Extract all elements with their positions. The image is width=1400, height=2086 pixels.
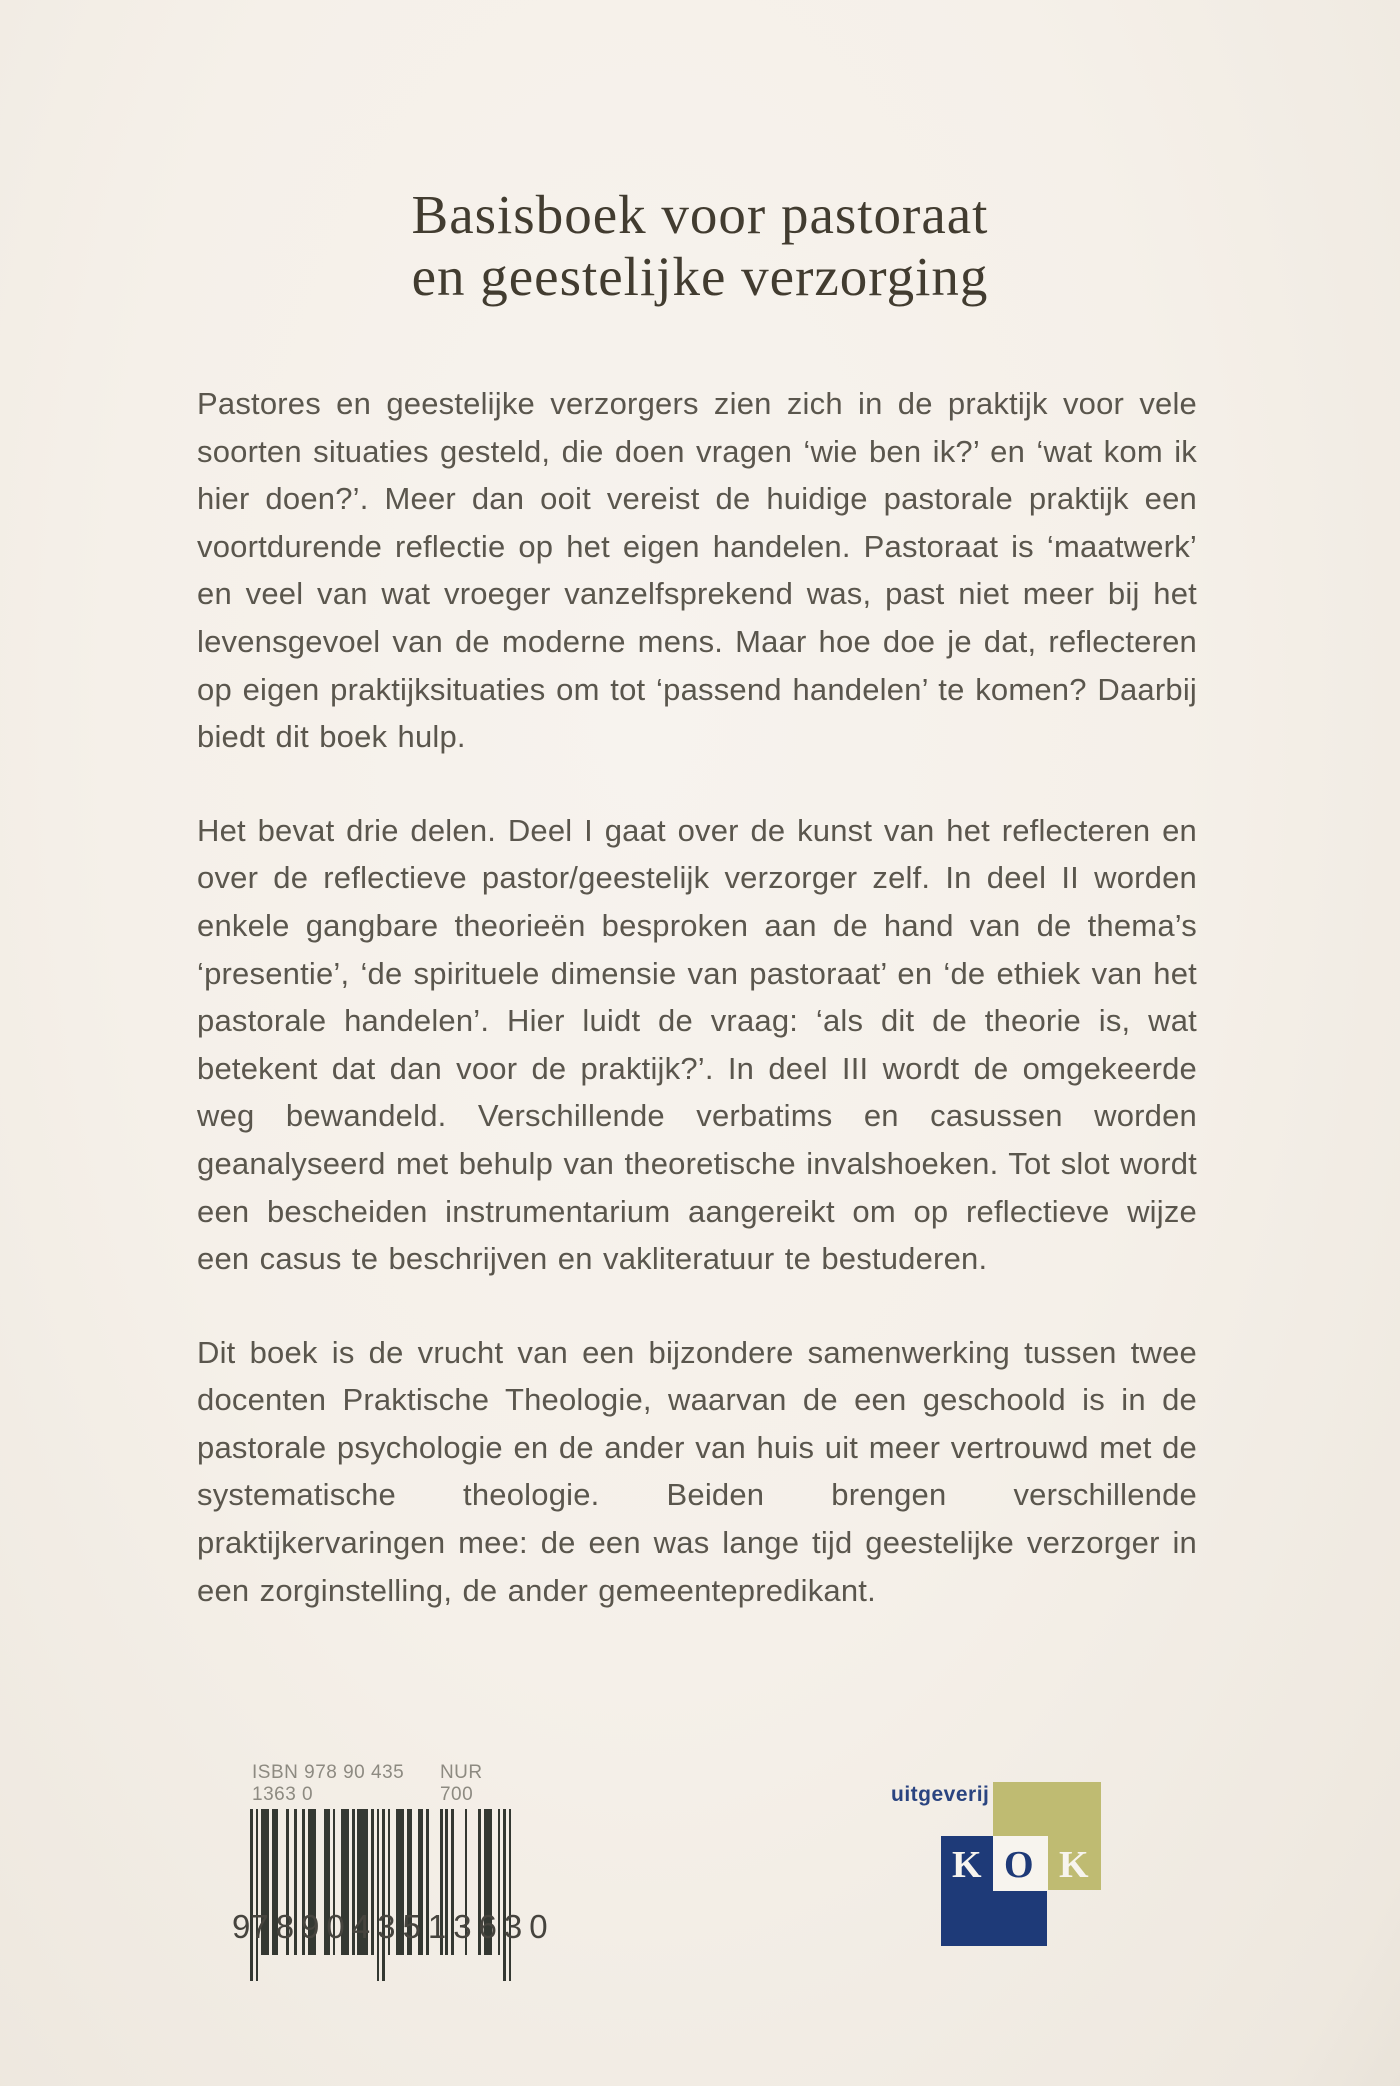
blurb-paragraph-2: Het bevat drie delen. Deel I gaat over de kunst van het reflecteren en over de reflectieve pastor/geestelijk verzorger zelf. In deel II worden enkele gangbare theorieën besproken aan de hand van de thema’s ‘presentie’, ‘de spirituele dimensie van pastoraat’ en ‘de ethiek van het pastorale handelen’. Hier luidt de vraag: ‘als dit de theorie is, wat betekent dat dan voor de praktijk?’. In deel III wordt de omgekeerde weg bewandeld. Verschillende verbatims en casussen worden geanalyseerd met behulp van theoretische invalshoeken. Tot slot wordt een bescheiden instrumentarium aangereikt om op reflectieve wijze een casus te beschrijven en vakliteratuur te bestuderen. [197,812,1197,1277]
barcode-digit-group-1: 789043 [250,1908,403,1945]
book-title [0,184,1400,308]
publisher-logo [890,1780,1106,1956]
barcode-digit-first: 9 [232,1908,251,1945]
book-title-line-2: en geestelijke verzorging [411,246,989,307]
blurb-paragraph-3: Dit boek is de vrucht van een bijzondere samenwerking tussen twee docenten Praktische Theologie, waarvan de een geschoold is in de pastorale psychologie en de ander van huis uit meer vertrouwd met de systematische theologie. Beiden brengen verschillende praktijkervaringen mee: de een was lange tijd geestelijke verzorger in een zorginstelling, de ander gemeentepredikant. [197,1334,1197,1608]
logo-letter-k1: K [952,1844,982,1886]
ean13-barcode [250,1809,512,1981]
barcode-digit-group-2: 513630 [402,1908,555,1945]
publisher-imprint-label: uitgeverij [891,1783,990,1806]
logo-letter-o: O [1004,1844,1034,1886]
isbn-label: ISBN 978 90 435 1363 0 [252,1762,405,1805]
barcode-label-row [250,1762,512,1809]
blurb-paragraph-1: Pastores en geestelijke verzorgers zien zich in de praktijk voor vele soorten situaties gesteld, die doen vragen ‘wie ben ik?’ en ‘wat kom ik hier doen?’. Meer dan ooit vereist de huidige pastorale praktijk een voortdurende reflectie op het eigen handelen. Pastoraat is ‘maatwerk’ en veel van wat vroeger vanzelfsprekend was, past niet meer bij het levensgevoel van de moderne mens. Maar hoe doe je dat, reflecteren op eigen praktijksituaties om tot ‘passend handelen’ te komen? Daarbij biedt dit boek hulp. [197,386,1197,755]
logo-letter-k2: K [1059,1844,1089,1886]
back-cover-blurb [197,380,1197,1660]
nur-label: NUR 700 [439,1762,483,1805]
barcode-digits [232,1908,555,1946]
barcode-block [232,1762,555,1981]
book-title-line-1: Basisboek voor pastoraat [411,184,989,245]
